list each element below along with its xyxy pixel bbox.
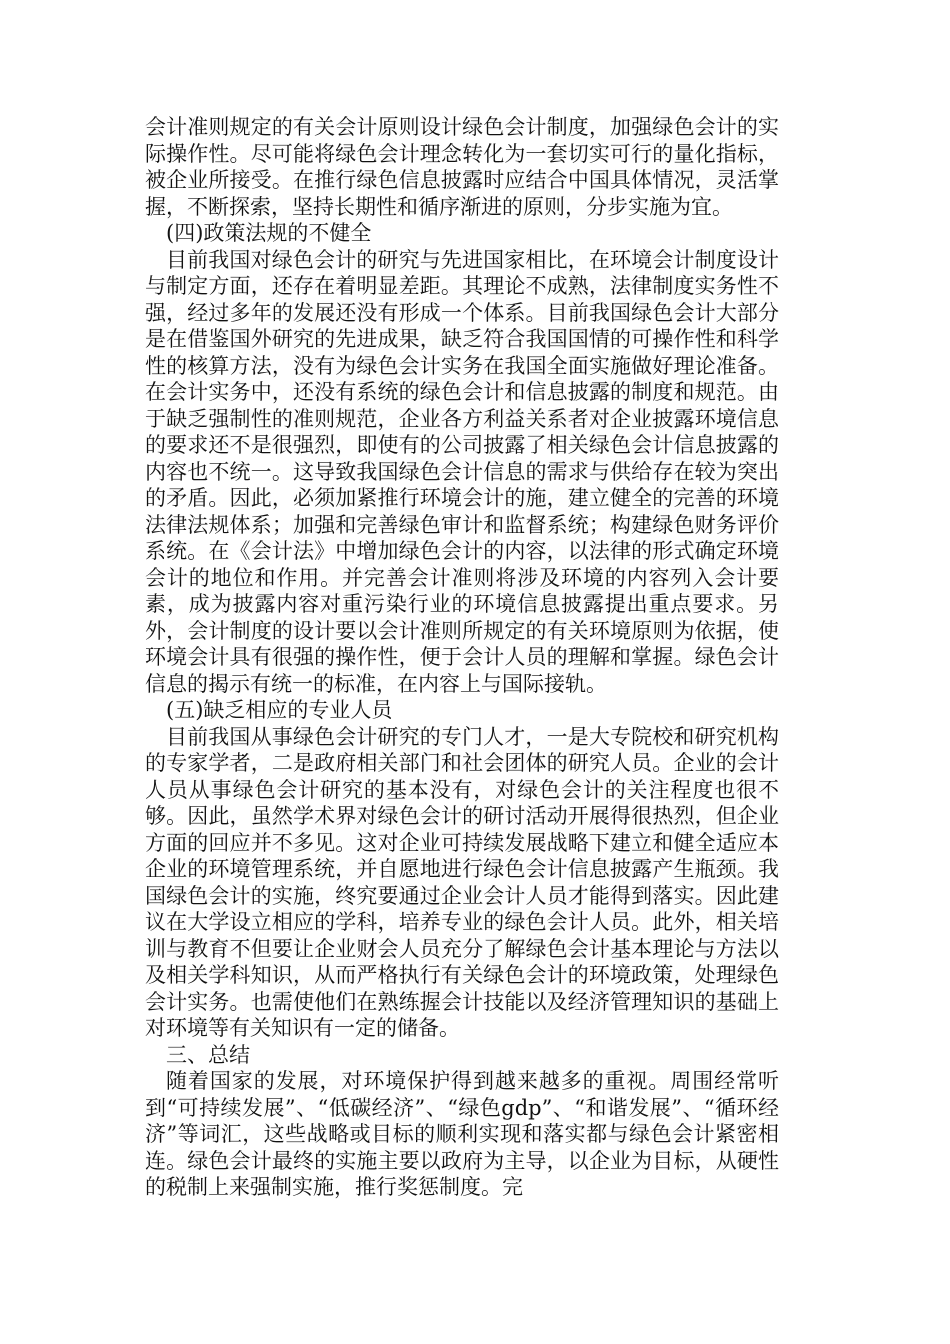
- paragraph-continuation: 会计准则规定的有关会计原则设计绿色会计制度，加强绿色会计的实际操作性。尽可能将绿色会计理念转化为一套切实可行的量化指标，被企业所接受。在推行绿色信息披露时应结合中国具体情况，灵活掌握，不断探索，坚持长期性和循序渐进的原则，分步实施为宜。: [145, 115, 779, 219]
- section-heading-personnel: (五)缺乏相应的专业人员: [166, 698, 393, 722]
- paragraph-policy: 目前我国对绿色会计的研究与先进国家相比，在环境会计制度设计与制定方面，还存在着明显差距。其理论不成熟，法律制度实务性不强，经过多年的发展还没有形成一个体系。目前我国绿色会计大部分是在借鉴国外研究的先进成果，缺乏符合我国国情的可操作性和科学性的核算方法，没有为绿色会计实务在我国全面实施做好理论准备。在会计实务中，还没有系统的绿色会计和信息披露的制度和规范。由于缺乏强制性的准则规范，企业各方利益关系者对企业披露环境信息的要求还不是很强烈，即使有的公司披露了相关绿色会计信息披露的内容也不统一。这导致我国绿色会计信息的需求与供给存在较为突出的矛盾。因此，必须加紧推行环境会计的施，建立健全的完善的环境法律法规体系；加强和完善绿色审计和监督系统；构建绿色财务评价系统。在《会计法》中增加绿色会计的内容，以法律的形式确定环境会计的地位和作用。并完善会计准则将涉及环境的内容列入会计要素，成为披露内容对重污染行业的环境信息披露提出重点要求。另外，会计制度的设计要以会计准则所规定的有关环境原则为依据，使环境会计具有很强的操作性，便于会计人员的理解和掌握。绿色会计信息的揭示有统一的标准，在内容上与国际接轨。: [145, 247, 779, 696]
- section-heading-policy: (四)政策法规的不健全: [166, 221, 372, 245]
- document-page: [145, 114, 779, 1201]
- paragraph-personnel: 目前我国从事绿色会计研究的专门人才，一是大专院校和研究机构的专家学者，二是政府相关部门和社会团体的研究人员。企业的会计人员从事绿色会计研究的基本没有，对绿色会计的关注程度也很不够。因此，虽然学术界对绿色会计的研讨活动开展得很热烈，但企业方面的回应并不多见。这对企业可持续发展战略下建立和健全适应本企业的环境管理系统，并自愿地进行绿色会计信息披露产生瓶颈。我国绿色会计的实施，终究要通过企业会计人员才能得到落实。因此建议在大学设立相应的学科，培养专业的绿色会计人员。此外，相关培训与教育不但要让企业财会人员充分了解绿色会计基本理论与方法以及相关学科知识，从而严格执行有关绿色会计的环境政策，处理绿色会计实务。也需使他们在熟练握会计技能以及经济管理知识的基础上对环境等有关知识有一定的储备。: [145, 724, 779, 1040]
- paragraph-summary: 随着国家的发展，对环境保护得到越来越多的重视。周围经常听到“可持续发展”、“低碳经济”、“绿色gdp”、“和谐发展”、“循环经济”等词汇，这些战略或目标的顺利实现和落实都与绿色会计紧密相连。绿色会计最终的实施主要以政府为主导，以企业为目标，从硬性的税制上来强制实施，推行奖惩制度。完: [145, 1069, 779, 1199]
- section-heading-summary: 三、总结: [166, 1042, 250, 1067]
